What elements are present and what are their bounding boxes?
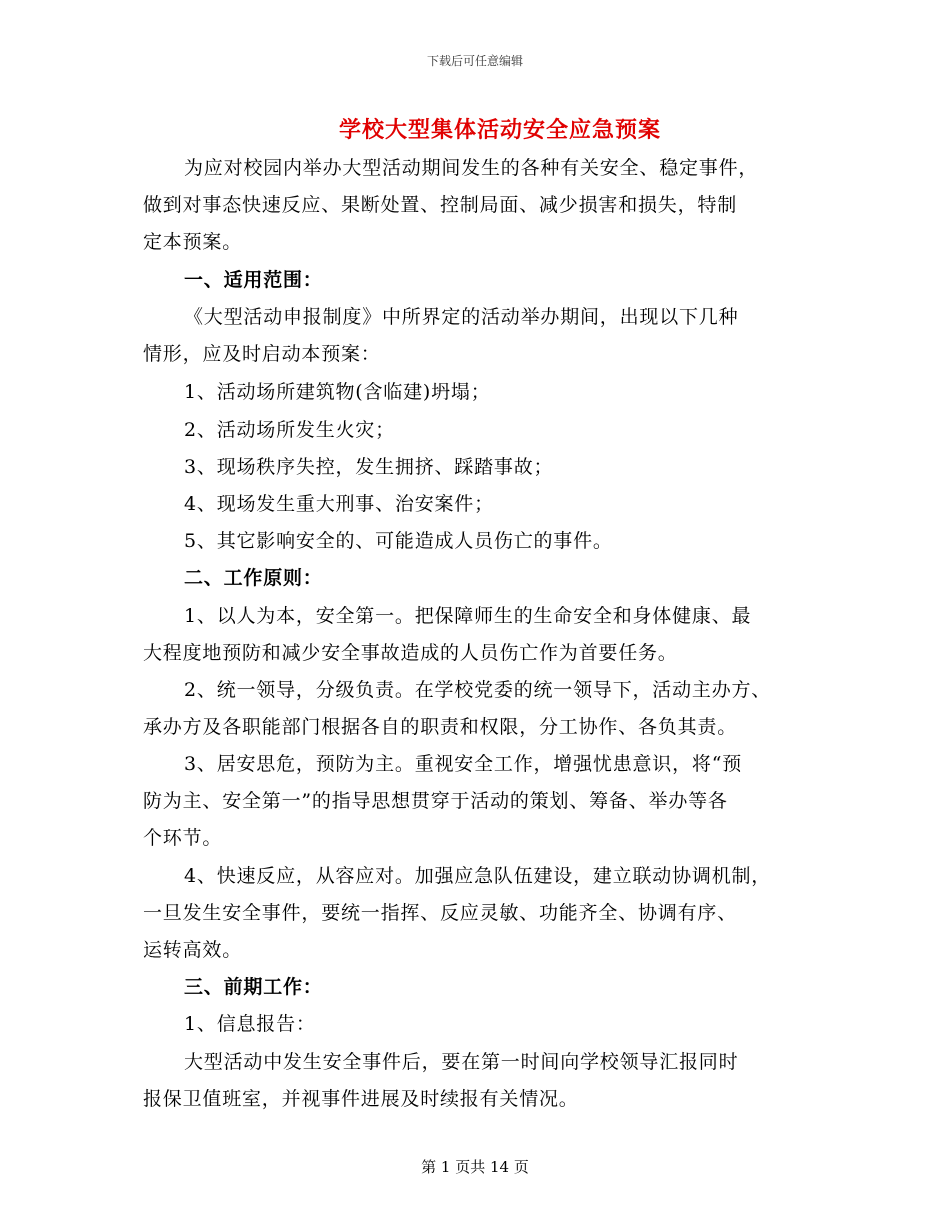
section3-p1-line-1: 大型活动中发生安全事件后，要在第一时间向学校领导汇报同时 <box>184 1051 739 1073</box>
intro-line-3: 定本预案。 <box>143 231 243 253</box>
section2-p2-line-2: 承办方及各职能部门根据各自的职责和权限，分工协作、各负其责。 <box>143 716 738 738</box>
section2-p3-line-2: 防为主、安全第一”的指导思想贯穿于活动的策划、筹备、举办等各 <box>143 790 728 812</box>
page-footer: 第 1 页共 14 页 <box>421 1158 529 1176</box>
section1-item-4: 4、现场发生重大刑事、治安案件； <box>184 493 494 515</box>
section2-p4-line-3: 运转高效。 <box>143 939 243 961</box>
section1-item-5: 5、其它影响安全的、可能造成人员伤亡的事件。 <box>184 530 613 552</box>
intro-line-2: 做到对事态快速反应、果断处置、控制局面、减少损害和损失，特制 <box>143 194 738 216</box>
section1-heading: 一、适用范围： <box>184 269 323 291</box>
section1-item-3: 3、现场秩序失控，发生拥挤、踩踏事故； <box>184 456 554 478</box>
section2-p3-line-1: 3、居安思危，预防为主。重视安全工作，增强忧患意识，将“预 <box>184 753 743 775</box>
section2-heading: 二、工作原则： <box>184 567 323 589</box>
section3-sub1: 1、信息报告： <box>184 1013 316 1035</box>
section2-p4-line-2: 一旦发生安全事件，要统一指挥、反应灵敏、功能齐全、协调有序、 <box>143 902 738 924</box>
document-title: 学校大型集体活动安全应急预案 <box>338 117 661 143</box>
section3-p1-line-2: 报保卫值班室，并视事件进展及时续报有关情况。 <box>143 1088 579 1110</box>
section1-text-2: 情形，应及时启动本预案： <box>143 343 381 365</box>
section2-p4-line-1: 4、快速反应，从容应对。加强应急队伍建设，建立联动协调机制， <box>184 865 772 887</box>
section2-p3-line-3: 个环节。 <box>143 827 223 849</box>
intro-line-1: 为应对校园内举办大型活动期间发生的各种有关安全、稳定事件， <box>184 157 759 179</box>
section1-item-2: 2、活动场所发生火灾； <box>184 419 395 441</box>
section2-p1-line-2: 大程度地预防和减少安全事故造成的人员伤亡作为首要任务。 <box>143 642 678 664</box>
section2-p2-line-1: 2、统一领导，分级负责。在学校党委的统一领导下，活动主办方、 <box>184 679 772 701</box>
section3-heading: 三、前期工作： <box>184 976 323 998</box>
section1-text-1: 《大型活动申报制度》中所界定的活动举办期间，出现以下几种 <box>184 306 739 328</box>
section1-item-1: 1、活动场所建筑物(含临建)坍塌； <box>184 381 491 403</box>
section2-p1-line-1: 1、以人为本，安全第一。把保障师生的生命安全和身体健康、最 <box>184 605 752 627</box>
header-note: 下载后可任意编辑 <box>426 54 523 68</box>
